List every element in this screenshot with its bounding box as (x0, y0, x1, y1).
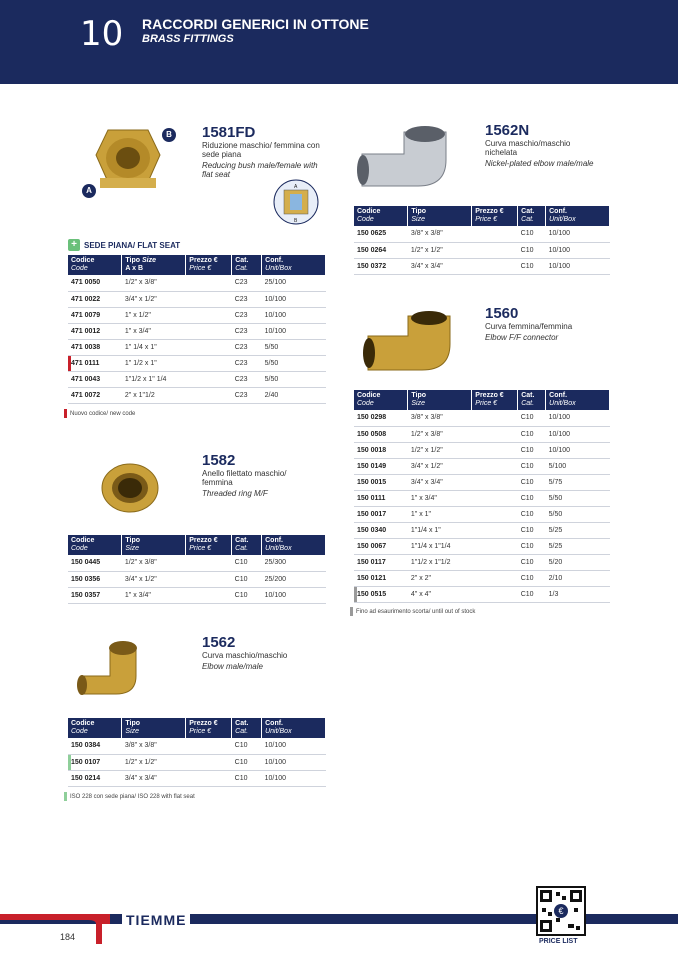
cell-code: 150 0015 (354, 474, 408, 490)
cell-cat: C23 (232, 339, 262, 355)
cell-price (186, 291, 232, 307)
cell-conf: 1/3 (546, 586, 610, 602)
flat-seat-marker (64, 792, 67, 801)
table-row (354, 554, 610, 570)
cell-code: 150 0264 (354, 242, 408, 258)
cell-type: 2" x 1"1/2 (122, 387, 186, 403)
cell-price (472, 538, 518, 554)
cell-code: 150 0445 (68, 555, 122, 571)
cell-type: 1/2" x 3/8" (122, 555, 186, 571)
header-title: RACCORDI GENERICI IN OTTONE (142, 16, 369, 32)
table-header (68, 255, 326, 275)
cell-price (472, 554, 518, 570)
col-conf: Conf. Unit/Box (262, 535, 326, 555)
cell-code: 150 0017 (354, 506, 408, 522)
brand-logo-icon (88, 914, 110, 944)
col-price: Prezzo € Price € (186, 718, 232, 738)
cell-conf: 10/100 (546, 410, 610, 426)
cell-cat: C23 (232, 307, 262, 323)
cell-conf: 10/100 (546, 426, 610, 442)
cell-cat: C10 (518, 554, 546, 570)
cell-type: 1"1/2 x 1"1/2 (408, 554, 472, 570)
cell-conf: 2/10 (546, 570, 610, 586)
cell-price (186, 371, 232, 387)
cell-type: 3/4" x 3/4" (408, 258, 472, 274)
cell-conf: 10/100 (262, 291, 326, 307)
cell-cat: C10 (232, 587, 262, 603)
cell-conf: 10/100 (262, 587, 326, 603)
cell-code: 150 0214 (68, 770, 122, 786)
product-description-en: Elbow male/male (202, 662, 263, 671)
cell-type: 1"1/4 x 1" (408, 522, 472, 538)
cell-conf: 5/50 (546, 490, 610, 506)
cell-conf: 10/100 (262, 754, 326, 770)
cell-conf: 10/100 (546, 226, 610, 242)
product-1562n (485, 122, 594, 168)
cell-cat: C23 (232, 371, 262, 387)
product-1582 (202, 452, 307, 498)
cell-price (186, 307, 232, 323)
cell-code: 150 0357 (68, 587, 122, 603)
qr-euro-symbol: € (558, 906, 564, 916)
cell-price (472, 490, 518, 506)
product-description-en: Reducing bush male/female with flat seat (202, 161, 318, 179)
col-type: Tipo Size (408, 206, 472, 226)
cell-type: 1"1/4 x 1"1/4 (408, 538, 472, 554)
cell-code: 471 0050 (68, 275, 122, 291)
col-type: Tipo Size (408, 390, 472, 410)
cell-price (186, 555, 232, 571)
product-description-it: Curva femmina/femmina (485, 322, 573, 331)
table-row (68, 275, 326, 291)
table-row (354, 458, 610, 474)
product-code: 1562 (202, 634, 236, 651)
cell-price (472, 522, 518, 538)
table-header (354, 206, 610, 226)
col-cat: Cat. Cat. (232, 255, 262, 275)
cell-type: 3/4" x 3/4" (122, 770, 186, 786)
table-row (68, 371, 326, 387)
col-type: Tipo Size A x B (122, 255, 186, 275)
product-description-en: Threaded ring M/F (202, 489, 268, 498)
cell-cat: C10 (232, 571, 262, 587)
table-row (68, 587, 326, 603)
cell-conf: 10/100 (546, 442, 610, 458)
cell-cat: C10 (518, 410, 546, 426)
product-description-it: Curva maschio/maschio nichelata (485, 139, 571, 157)
table-row (354, 506, 610, 522)
product-code: 1562N (485, 122, 530, 139)
flat-seat-icon: + (68, 239, 80, 251)
col-conf: Conf. Unit/Box (546, 390, 610, 410)
cell-price (472, 426, 518, 442)
footer-accent (0, 914, 95, 920)
product-description-it: Riduzione maschio/ femmina con sede piana (202, 141, 320, 159)
table-row (68, 307, 326, 323)
table-row (354, 490, 610, 506)
flat-seat-note (64, 792, 195, 801)
cell-type: 3/4" x 1/2" (408, 458, 472, 474)
cell-cat: C23 (232, 355, 262, 371)
elbow-female-image (362, 310, 462, 381)
cell-conf: 10/100 (262, 307, 326, 323)
cell-code: 150 0515 (354, 586, 408, 602)
new-code-note-text: Nuovo codice/ new code (70, 410, 136, 417)
col-price: Prezzo € Price € (186, 255, 232, 275)
col-conf: Conf. Unit/Box (262, 718, 326, 738)
table-row (68, 555, 326, 571)
cell-type: 1" x 3/4" (408, 490, 472, 506)
cell-price (472, 458, 518, 474)
cell-price (186, 275, 232, 291)
cell-price (472, 506, 518, 522)
cell-code: 150 0384 (68, 738, 122, 754)
table-1560 (354, 390, 610, 603)
reducing-bush-image (88, 120, 168, 205)
cell-type: 1/2" x 3/8" (408, 426, 472, 442)
section-drawing (268, 178, 324, 231)
table-row (68, 291, 326, 307)
cell-conf: 5/25 (546, 522, 610, 538)
cell-cat: C23 (232, 387, 262, 403)
cell-price (472, 442, 518, 458)
table-row (354, 538, 610, 554)
cell-price (186, 587, 232, 603)
col-code: Codice Code (68, 718, 122, 738)
cell-cat: C10 (518, 426, 546, 442)
cell-code: 150 0018 (354, 442, 408, 458)
stock-note (350, 607, 475, 616)
cell-code: 471 0079 (68, 307, 122, 323)
cell-code: 471 0022 (68, 291, 122, 307)
cell-type: 3/8" x 3/8" (408, 226, 472, 242)
table-1582 (68, 535, 326, 604)
cell-code: 150 0372 (354, 258, 408, 274)
col-type: Tipo Size (122, 718, 186, 738)
product-description-it: Anello filettato maschio/ femmina (202, 469, 287, 487)
col-cat: Cat. Cat. (518, 390, 546, 410)
product-description-en: Nickel-plated elbow male/male (485, 159, 594, 168)
cell-cat: C10 (232, 770, 262, 786)
cell-cat: C23 (232, 291, 262, 307)
cell-cat: C10 (518, 490, 546, 506)
cell-code: 150 0067 (354, 538, 408, 554)
col-conf: Conf. Unit/Box (262, 255, 326, 275)
product-description-it: Curva maschio/maschio (202, 651, 288, 660)
cell-code: 150 0356 (68, 571, 122, 587)
stock-note-text: Fino ad esaurimento scorta/ until out of stock (356, 608, 476, 615)
cell-cat: C10 (518, 458, 546, 474)
cell-conf: 5/50 (546, 506, 610, 522)
cell-code: 471 0038 (68, 339, 122, 355)
cell-type: 3/8" x 3/8" (408, 410, 472, 426)
cell-cat: C10 (232, 555, 262, 571)
cell-conf: 5/25 (546, 538, 610, 554)
table-row (354, 522, 610, 538)
col-code: Codice Code (68, 255, 122, 275)
chapter-number: 10 (80, 14, 124, 54)
cell-conf: 10/100 (546, 258, 610, 274)
col-type: Tipo Size (122, 535, 186, 555)
cell-cat: C23 (232, 323, 262, 339)
flat-seat-text: SEDE PIANA/ FLAT SEAT (84, 240, 181, 250)
svg-text:A: A (294, 184, 298, 190)
table-row (354, 258, 610, 274)
table-row (68, 754, 326, 770)
cell-price (472, 586, 518, 602)
product-1562 (202, 634, 287, 671)
product-1581fd (202, 124, 327, 179)
cell-code: 150 0298 (354, 410, 408, 426)
col-cat: Cat. Cat. (518, 206, 546, 226)
table-header (68, 718, 326, 738)
table-row (68, 323, 326, 339)
cell-cat: C10 (232, 738, 262, 754)
cell-conf: 10/100 (546, 242, 610, 258)
cell-conf: 2/40 (262, 387, 326, 403)
cell-conf: 5/75 (546, 474, 610, 490)
table-row (68, 571, 326, 587)
cell-conf: 5/100 (546, 458, 610, 474)
cell-price (186, 754, 232, 770)
cell-conf: 10/100 (262, 738, 326, 754)
svg-text:B: B (294, 218, 298, 224)
cell-type: 1" x 3/4" (122, 323, 186, 339)
cell-type: 3/4" x 3/4" (408, 474, 472, 490)
cell-type: 4" x 4" (408, 586, 472, 602)
col-price: Prezzo € Price € (472, 390, 518, 410)
table-header (354, 390, 610, 410)
cell-cat: C10 (518, 538, 546, 554)
cell-price (186, 571, 232, 587)
product-code: 1582 (202, 452, 236, 469)
cell-conf: 5/50 (262, 339, 326, 355)
cell-type: 1"1/2 x 1" 1/4 (122, 371, 186, 387)
cell-type: 3/8" x 3/8" (122, 738, 186, 754)
cell-type: 1" x 1" (408, 506, 472, 522)
cell-price (472, 410, 518, 426)
flat-seat-label (68, 239, 180, 251)
cell-cat: C23 (232, 275, 262, 291)
nickel-elbow-image (354, 124, 466, 199)
qr-code[interactable] (536, 886, 586, 936)
col-price: Prezzo € Price € (186, 535, 232, 555)
cell-conf: 25/100 (262, 275, 326, 291)
cell-type: 2" x 2" (408, 570, 472, 586)
cell-cat: C10 (232, 754, 262, 770)
table-row (68, 355, 326, 371)
table-header (68, 535, 326, 555)
badge-b: B (162, 128, 176, 142)
cell-conf: 25/300 (262, 555, 326, 571)
table-row (68, 339, 326, 355)
cell-price (472, 570, 518, 586)
table-row (354, 474, 610, 490)
flat-seat-note-text: ISO 228 con sede piana/ ISO 228 with flat seat (70, 793, 195, 800)
header-subtitle: BRASS FITTINGS (142, 33, 234, 45)
price-list-label: PRICE LIST (539, 938, 578, 945)
cell-type: 1" 1/2 x 1" (122, 355, 186, 371)
page-header (0, 0, 678, 84)
cell-price (186, 355, 232, 371)
cell-code: 150 0149 (354, 458, 408, 474)
cell-price (472, 226, 518, 242)
cell-code: 150 0107 (68, 754, 122, 770)
cell-type: 1/2" x 1/2" (408, 442, 472, 458)
col-code: Codice Code (68, 535, 122, 555)
product-code: 1581FD (202, 124, 256, 141)
table-row (354, 586, 610, 602)
cell-cat: C10 (518, 570, 546, 586)
page-number: 184 (60, 932, 76, 942)
cell-conf: 25/200 (262, 571, 326, 587)
col-cat: Cat. Cat. (232, 535, 262, 555)
cell-cat: C10 (518, 242, 546, 258)
cell-cat: C10 (518, 258, 546, 274)
cell-conf: 10/100 (262, 770, 326, 786)
table-row (68, 387, 326, 403)
cell-code: 471 0043 (68, 371, 122, 387)
cell-price (472, 474, 518, 490)
cell-type: 1" x 3/4" (122, 587, 186, 603)
brand-name: TIEMME (122, 912, 190, 928)
cell-cat: C10 (518, 586, 546, 602)
product-description-en: Elbow F/F connector (485, 333, 559, 342)
table-1581fd (68, 255, 326, 404)
cell-price (186, 770, 232, 786)
cell-type: 1/2" x 1/2" (408, 242, 472, 258)
cell-cat: C10 (518, 442, 546, 458)
cell-price (186, 323, 232, 339)
cell-code: 471 0111 (68, 355, 122, 371)
cell-type: 3/4" x 1/2" (122, 291, 186, 307)
new-code-marker (64, 409, 67, 418)
table-1562n (354, 206, 610, 275)
cell-cat: C10 (518, 506, 546, 522)
col-code: Codice Code (354, 390, 408, 410)
cell-type: 1" 1/4 x 1" (122, 339, 186, 355)
elbow-male-image (76, 636, 158, 707)
badge-a: A (82, 184, 96, 198)
cell-conf: 5/50 (262, 371, 326, 387)
table-row (68, 738, 326, 754)
cell-code: 471 0072 (68, 387, 122, 403)
cell-code: 150 0625 (354, 226, 408, 242)
cell-code: 150 0340 (354, 522, 408, 538)
cell-type: 3/4" x 1/2" (122, 571, 186, 587)
cell-code: 150 0117 (354, 554, 408, 570)
cell-price (186, 339, 232, 355)
cell-conf: 10/100 (262, 323, 326, 339)
table-row (354, 242, 610, 258)
product-1560 (485, 305, 572, 342)
cell-code: 471 0012 (68, 323, 122, 339)
stock-marker (350, 607, 353, 616)
cell-type: 1/2" x 3/8" (122, 275, 186, 291)
new-code-note (64, 409, 135, 418)
cell-price (472, 242, 518, 258)
cell-code: 150 0121 (354, 570, 408, 586)
cell-type: 1/2" x 1/2" (122, 754, 186, 770)
table-row (354, 410, 610, 426)
cell-conf: 5/20 (546, 554, 610, 570)
cell-cat: C10 (518, 522, 546, 538)
table-row (68, 770, 326, 786)
cell-cat: C10 (518, 474, 546, 490)
col-conf: Conf. Unit/Box (546, 206, 610, 226)
table-row (354, 226, 610, 242)
table-row (354, 426, 610, 442)
cell-price (186, 738, 232, 754)
threaded-ring-image (98, 458, 162, 519)
cell-price (186, 387, 232, 403)
cell-cat: C10 (518, 226, 546, 242)
cell-code: 150 0111 (354, 490, 408, 506)
cell-code: 150 0508 (354, 426, 408, 442)
table-row (354, 442, 610, 458)
table-row (354, 570, 610, 586)
cell-price (472, 258, 518, 274)
product-code: 1560 (485, 305, 519, 322)
cell-conf: 5/50 (262, 355, 326, 371)
col-code: Codice Code (354, 206, 408, 226)
cell-type: 1" x 1/2" (122, 307, 186, 323)
col-cat: Cat. Cat. (232, 718, 262, 738)
col-price: Prezzo € Price € (472, 206, 518, 226)
table-1562 (68, 718, 326, 787)
